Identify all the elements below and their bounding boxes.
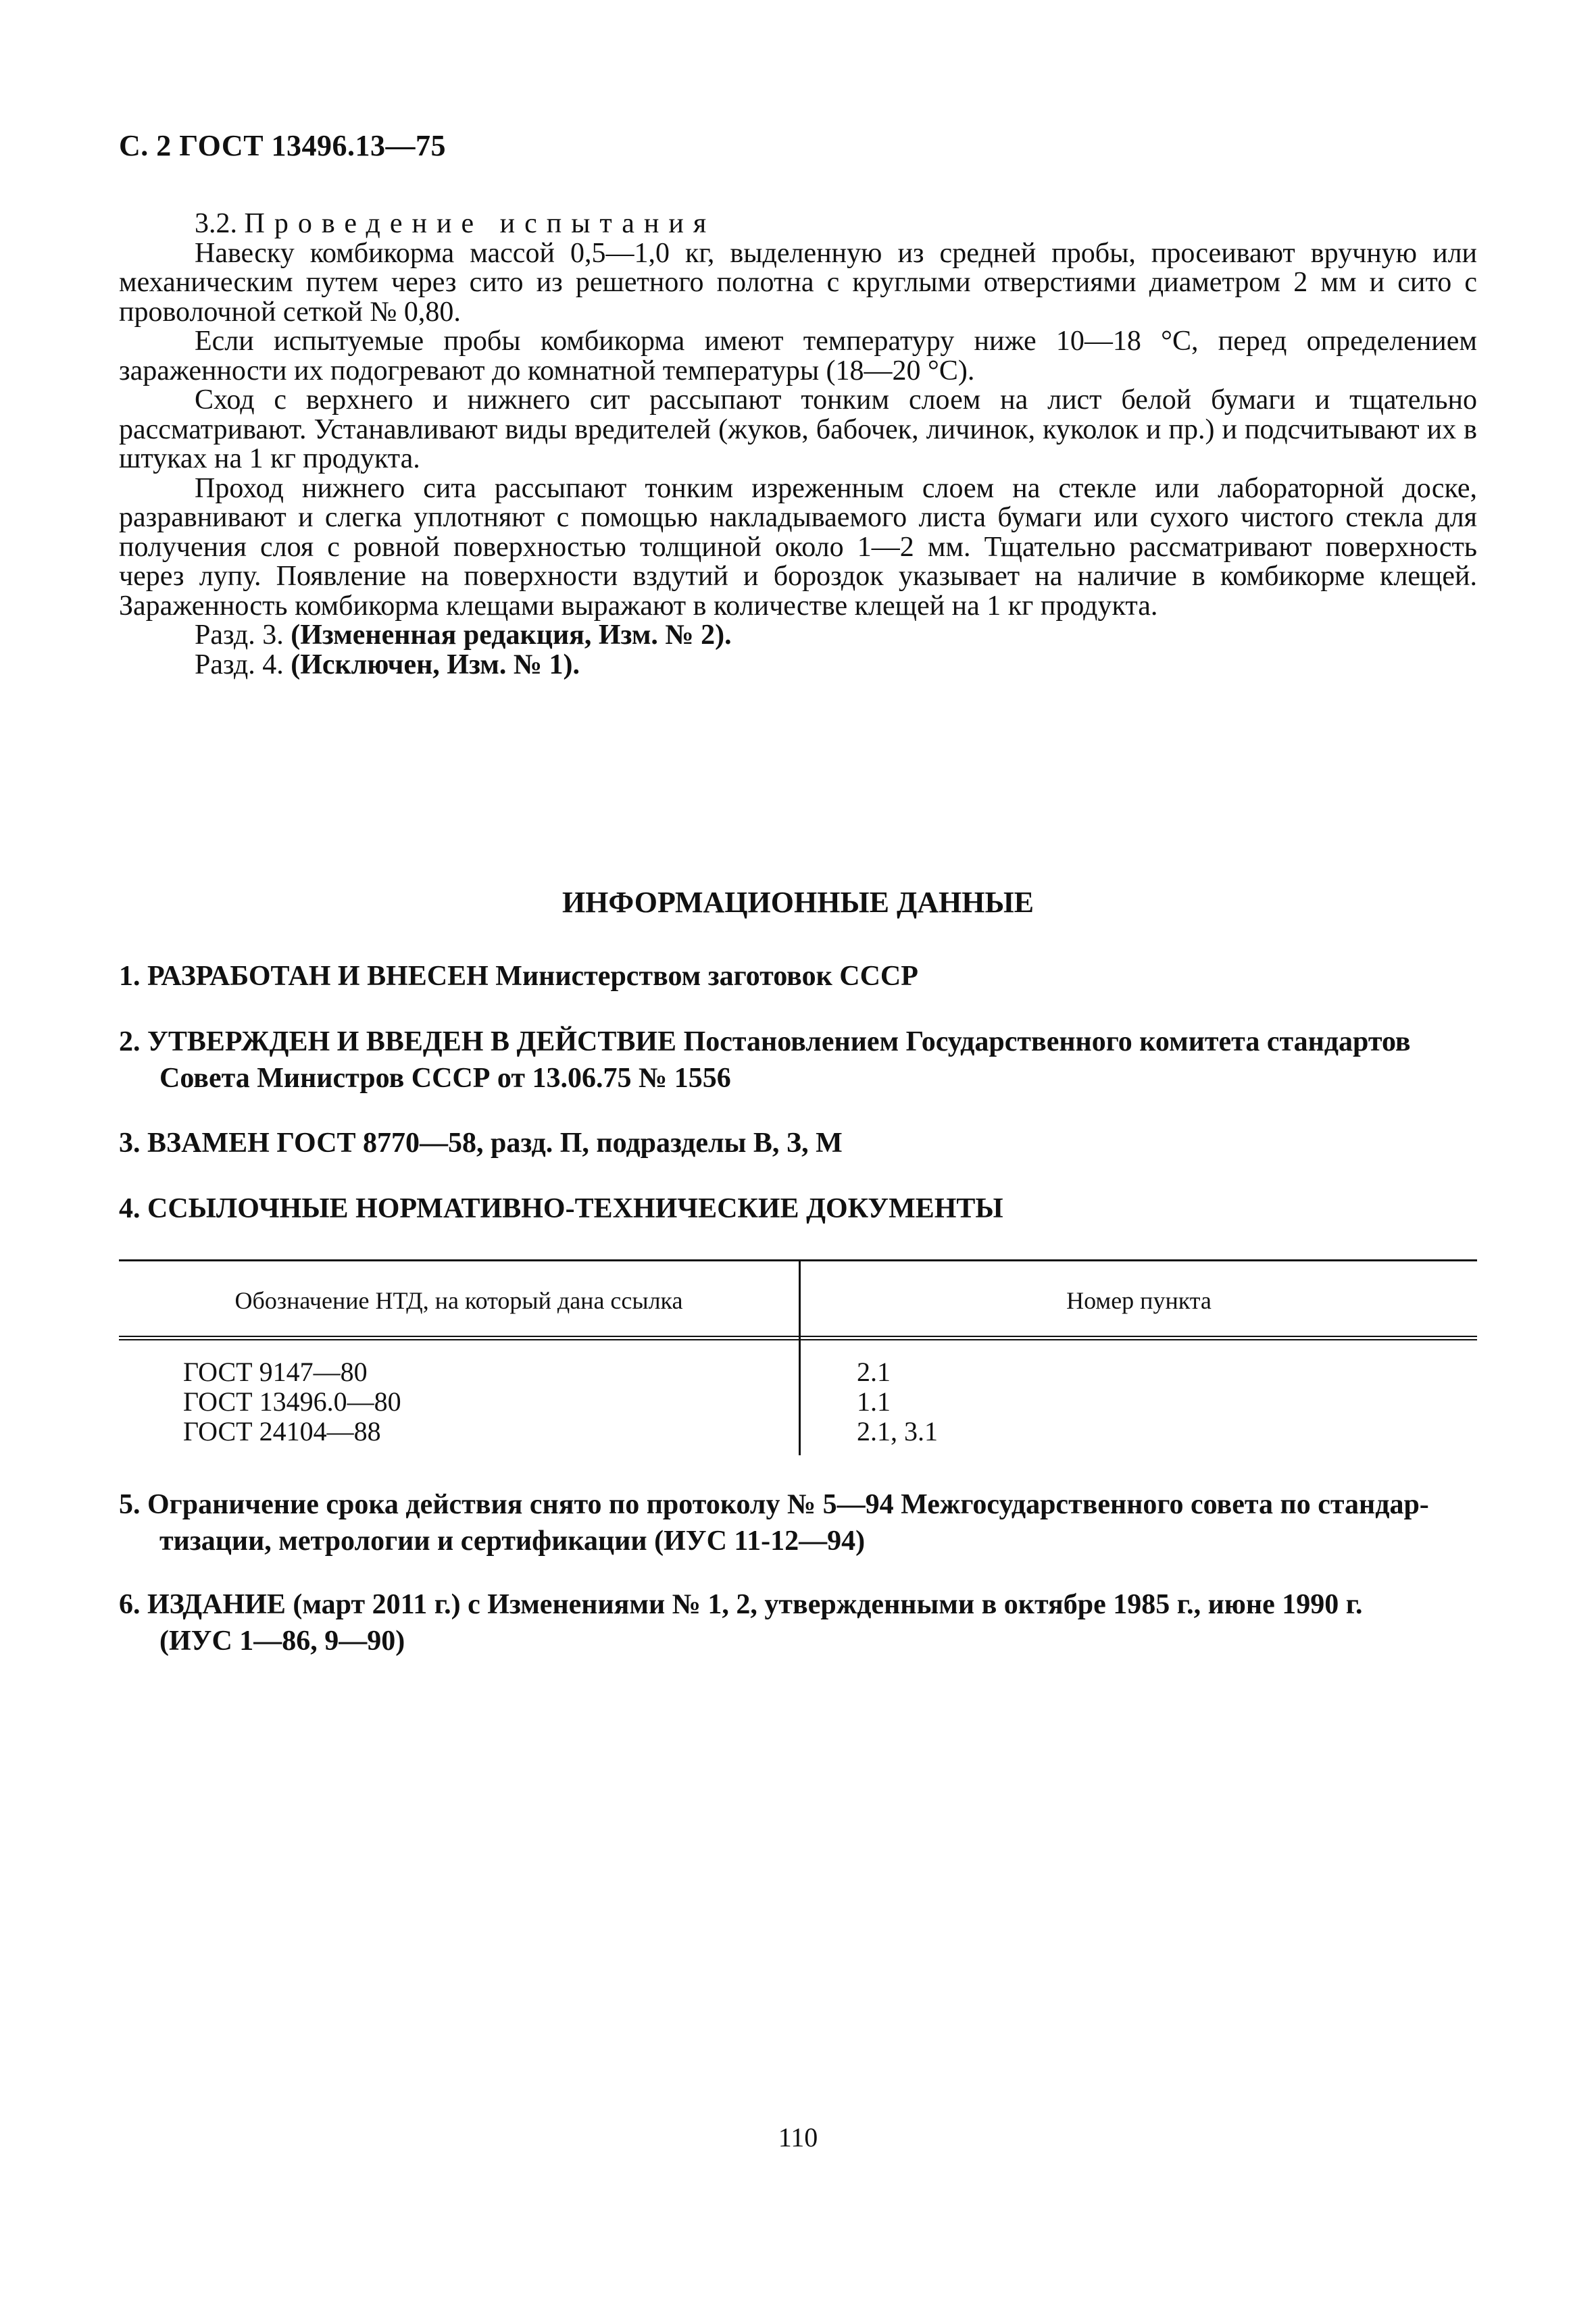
table-cell: 2.1 [857, 1357, 891, 1387]
table-cell: ГОСТ 13496.0—80 [183, 1386, 401, 1417]
paragraph: Если испытуемые пробы комбикорма имеют температуру ниже 10—18 °С, перед определением зараженности их подогревают до комнатной температуры (18—20 °С). [119, 326, 1477, 386]
info-item-6-line2: (ИУС 1—86, 9—90) [159, 1626, 405, 1657]
table-top-rule [119, 1259, 1477, 1261]
section-body [119, 209, 1477, 680]
table-cell: ГОСТ 24104—88 [183, 1416, 381, 1447]
note-text: (Измененная редакция, Изм. № 2). [291, 620, 732, 651]
table-header-document: Обозначение НТД, на который дана ссылка [234, 1287, 683, 1314]
table-header-rule [119, 1336, 1477, 1340]
amendment-note [119, 621, 1477, 651]
table-column-clauses [857, 1357, 938, 1447]
section-title: Проведение испытания [244, 208, 716, 239]
info-item-4: 4. ССЫЛОЧНЫЕ НОРМАТИВНО-ТЕХНИЧЕСКИЕ ДОКУМЕНТЫ [119, 1193, 1003, 1224]
section-number: 3.2. [195, 208, 237, 239]
info-item-1: 1. РАЗРАБОТАН И ВНЕСЕН Министерством заготовок СССР [119, 961, 918, 992]
note-prefix: Разд. 4. [195, 649, 284, 680]
section-heading [119, 209, 1477, 239]
note-prefix: Разд. 3. [195, 620, 284, 651]
page-header: С. 2 ГОСТ 13496.13—75 [119, 129, 447, 162]
table-cell: 1.1 [857, 1386, 891, 1417]
paragraph: Сход с верхнего и нижнего сит рассыпают тонким слоем на лист белой бумаги и тщательно рассматривают. Устанавливают виды вредителей (жуков, бабочек, личинок, куколок и пр.) и подсчитывают их в штуках на 1 кг продукта. [119, 384, 1477, 474]
paragraph: Проход нижнего сита рассыпают тонким изреженным слоем на стекле или лабораторной доске, разравнивают и слегка уплотняют с помощью накладываемого листа бумаги или сухого чистого стекла для получения слоя с ровной поверхностью толщиной около 1—2 мм. Тщательно рассматривают поверхность через лупу. Появление на поверхности вздутий и бороздок указывает на наличие в комбикорме клещей. Зараженность комбикорма клещами выражают в количестве клещей на 1 кг продукта. [119, 472, 1477, 622]
note-text: (Исключен, Изм. № 1). [291, 649, 580, 680]
info-item-5-line1: 5. Ограничение срока действия снято по протоколу № 5—94 Межгосударственного совета по стандар- [119, 1489, 1429, 1520]
info-item-2-line2: Совета Министров СССР от 13.06.75 № 1556 [159, 1063, 731, 1094]
reference-table [119, 1259, 1477, 1455]
table-column-documents [183, 1357, 401, 1447]
info-item-2-line1: 2. УТВЕРЖДЕН И ВВЕДЕН В ДЕЙСТВИЕ Постановлением Государственного комитета стандартов [119, 1026, 1411, 1057]
info-item-6 [119, 1586, 1477, 1659]
info-item-6-line1: 6. ИЗДАНИЕ (март 2011 г.) с Изменениями № 1, 2, утвержденными в октябре 1985 г., июне 1990 г. [119, 1589, 1363, 1620]
table-header-clause: Номер пункта [1066, 1287, 1212, 1314]
table-cell: 2.1, 3.1 [857, 1416, 938, 1447]
paragraph: Навеску комбикорма массой 0,5—1,0 кг, выделенную из средней пробы, просеивают вручную или механическим путем через сито из решетного полотна с круглыми отверстиями диаметром 2 мм и сито с проволочной сеткой № 0,80. [119, 237, 1477, 328]
info-title: ИНФОРМАЦИОННЫЕ ДАННЫЕ [562, 886, 1034, 919]
amendment-note [119, 651, 1477, 680]
info-item-2 [119, 1024, 1477, 1097]
page-number: 110 [778, 2122, 818, 2153]
table-cell: ГОСТ 9147—80 [183, 1357, 368, 1387]
info-item-3: 3. ВЗАМЕН ГОСТ 8770—58, разд. П, подразделы В, З, М [119, 1128, 843, 1159]
info-item-5 [119, 1486, 1477, 1559]
info-item-5-line2: тизации, метрологии и сертификации (ИУС 11-12—94) [159, 1526, 866, 1557]
